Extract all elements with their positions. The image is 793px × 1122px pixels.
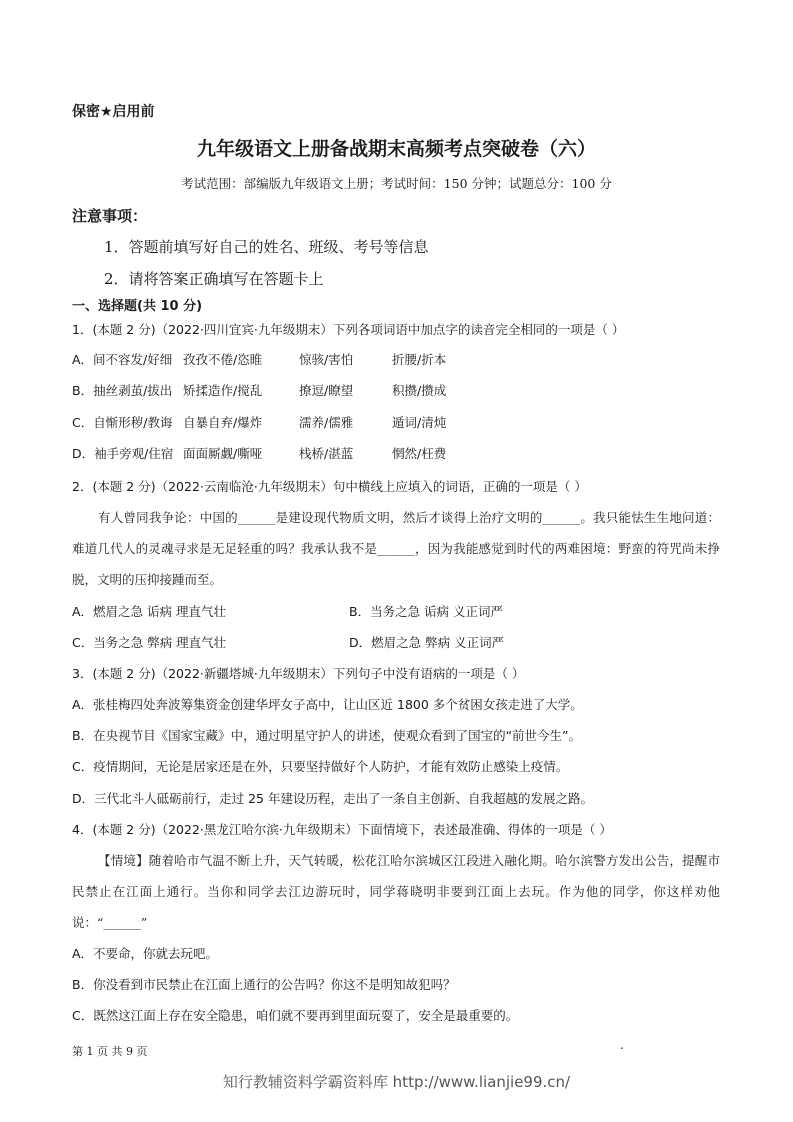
question-4-option-a: A．不要命，你就去玩吧。 <box>72 946 219 961</box>
option-word: 濡养/儒雅 <box>299 415 354 430</box>
page-number: 第 1 页 共 9 页 <box>72 1045 148 1058</box>
question-2-options-row-2 <box>72 633 505 651</box>
option-word: D．袖手旁观/住宿 <box>72 446 174 461</box>
notice-heading: 注意事项： <box>72 207 148 225</box>
option-word: 矫揉造作/搅乱 <box>183 383 263 398</box>
question-3-stem: 3．(本题 2 分)（2022·新疆塔城·九年级期末）下列句子中没有语病的一项是（ ） <box>72 666 525 681</box>
page-title: 九年级语文上册备战期末高频考点突破卷（六） <box>196 138 596 160</box>
question-1-option-c <box>72 413 446 431</box>
question-1-option-b <box>72 381 446 399</box>
question-4-passage: 【情境】随着哈市气温不断上升，天气转暖，松花江哈尔滨城区江段进入融化期。哈尔滨警方发出公告，提醒市民禁止在江面上通行。当你和同学去江边游玩时，同学蒋晓明非要到江面上去玩。作为他的同学，你这样劝他说：“______” <box>72 853 720 930</box>
option-word: B．抽丝剥茧/拔出 <box>72 383 173 398</box>
exam-info: 考试范围：部编版九年级语文上册；考试时间：150 分钟；试题总分：100 分 <box>181 176 612 191</box>
option-word: 面面厮觑/嘶哑 <box>183 446 263 461</box>
footer-mark: . <box>620 1038 624 1052</box>
question-1-option-a <box>72 350 446 368</box>
question-3-option-d: D．三代北斗人砥砺前行，走过 25 年建设历程，走出了一条自主创新、自我超越的发展之路。 <box>72 791 593 806</box>
question-3-option-b: B．在央视节目《国家宝藏》中，通过明星守护人的讲述，使观众看到了国宝的“前世今生”。 <box>72 728 582 743</box>
option-word: 栈桥/湛蓝 <box>299 446 354 461</box>
question-4-option-b: B．你没看到市民禁止在江面上通行的公告吗？你这不是明知故犯吗？ <box>72 977 456 992</box>
option-a: A．燃眉之急 诟病 理直气壮 <box>72 604 226 619</box>
question-3-option-a: A．张桂梅四处奔波筹集资金创建华坪女子高中，让山区近 1800 多个贫困女孩走进了大学。 <box>72 697 583 712</box>
notice-item: 1．答题前填写好自己的姓名、班级、考号等信息 <box>104 238 429 256</box>
option-word: C．自惭形秽/教诲 <box>72 415 173 430</box>
question-3-option-c: C．疫情期间，无论是居家还是在外，只要坚持做好个人防护，才能有效防止感染上疫情。 <box>72 759 569 774</box>
confidential-label: 保密★启用前 <box>72 104 155 120</box>
option-word: 积攒/攒成 <box>392 383 447 398</box>
watermark-text: 知行教辅资料学霸资料库 http://www.lianjie99.cn/ <box>222 1073 571 1091</box>
question-1-option-d <box>72 444 446 462</box>
option-d: D．燃眉之急 弊病 义正词严 <box>349 635 505 650</box>
option-word: 撩逗/瞭望 <box>299 383 354 398</box>
option-word: 折腰/折本 <box>392 352 447 367</box>
option-word: 惊骇/害怕 <box>299 352 354 367</box>
option-word: 遁词/清炖 <box>392 415 447 430</box>
option-word: 惘然/枉费 <box>392 446 447 461</box>
section-heading: 一、选择题(共 10 分) <box>72 299 203 314</box>
question-2-passage: 有人曾同我争论：中国的______是建设现代物质文明，然后才谈得上治疗文明的______。我只能怯生生地问道：难道几代人的灵魂寻求是无足轻重的吗？我承认我不是______，因为我能感觉到时代的两难困境：野蛮的符咒尚未挣脱，文明的压抑接踵而至。 <box>72 510 720 587</box>
option-word: 自暴自弃/爆炸 <box>183 415 263 430</box>
question-2-stem: 2．(本题 2 分)（2022·云南临沧·九年级期末）句中横线上应填入的词语，正确的一项是（ ） <box>72 479 587 494</box>
question-4-option-c: C．既然这江面上存在安全隐患，咱们就不要再到里面玩耍了，安全是最重要的。 <box>72 1008 519 1023</box>
option-b: B．当务之急 诟病 义正词严 <box>349 604 504 619</box>
question-1-stem: 1．(本题 2 分)（2022·四川宜宾·九年级期末）下列各项词语中加点字的读音完全相同的一项是（ ） <box>72 322 625 337</box>
option-word: A．间不容发/好细 <box>72 352 173 367</box>
notice-item: 2．请将答案正确填写在答题卡上 <box>104 270 324 288</box>
question-2-options-row-1 <box>72 602 504 620</box>
question-4-stem: 4．(本题 2 分)（2022·黑龙江哈尔滨·九年级期末）下面情境下，表述最准确、得体的一项是（ ） <box>72 822 612 837</box>
option-c: C．当务之急 弊病 理直气壮 <box>72 635 227 650</box>
option-word: 孜孜不倦/恣睢 <box>183 352 263 367</box>
